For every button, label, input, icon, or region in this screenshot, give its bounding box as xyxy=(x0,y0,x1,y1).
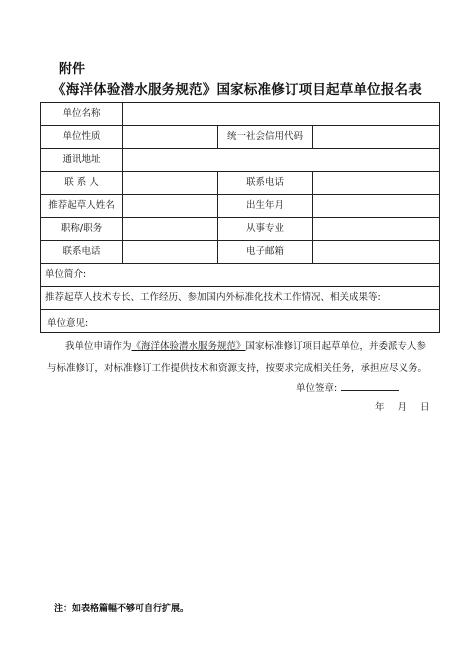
form-title: 《海洋体验潜水服务规范》国家标准修订项目起草单位报名表 xyxy=(52,82,422,98)
address-label: 通讯地址 xyxy=(41,149,123,172)
opinion-prefix: 我单位申请作为 xyxy=(65,341,132,352)
title-position-field[interactable] xyxy=(123,218,218,241)
profession-label: 从事专业 xyxy=(218,218,313,241)
email-field[interactable] xyxy=(313,241,440,264)
row-contact xyxy=(41,172,440,195)
contact-person-field[interactable] xyxy=(123,172,218,195)
tech-profile-label: 推荐起草人技术专长、工作经历、参加国内外标准化技术工作情况、相关成果等: xyxy=(45,292,381,303)
seal-signature-line[interactable] xyxy=(341,380,399,391)
unit-name-label: 单位名称 xyxy=(41,103,123,126)
phone-field[interactable] xyxy=(123,241,218,264)
title-position-label: 职称/职务 xyxy=(41,218,123,241)
opinion-statement xyxy=(47,336,431,380)
tech-profile-field[interactable] xyxy=(41,287,440,310)
registration-form xyxy=(40,102,440,413)
standard-name: 《海洋体验潜水服务规范》 xyxy=(131,341,246,352)
birth-date-field[interactable] xyxy=(313,195,440,218)
drafter-name-field[interactable] xyxy=(123,195,218,218)
attachment-label: 附件 xyxy=(59,62,86,77)
unit-opinion-section xyxy=(41,310,440,413)
unit-nature-field[interactable] xyxy=(123,126,218,149)
unit-intro-label: 单位简介: xyxy=(45,269,87,280)
credit-code-label: 统一社会信用代码 xyxy=(218,126,313,149)
row-opinion xyxy=(41,310,440,333)
row-drafter xyxy=(41,195,440,218)
profession-field[interactable] xyxy=(313,218,440,241)
opinion-suffix: 国家标准修订项目起草单位，并委派专人参与标准修订，对标准修订工作提供技术和资源支持，按要求完成相关任务，承担应尽义务。 xyxy=(47,341,428,374)
row-address xyxy=(41,149,440,172)
seal-label: 单位签章: xyxy=(296,383,338,394)
phone-label: 联系电话 xyxy=(41,241,123,264)
row-unit-nature xyxy=(41,126,440,149)
email-label: 电子邮箱 xyxy=(218,241,313,264)
unit-name-field[interactable] xyxy=(123,103,440,126)
birth-date-label: 出生年月 xyxy=(218,195,313,218)
row-tech-profile xyxy=(41,287,440,310)
contact-phone-field[interactable] xyxy=(313,172,440,195)
row-unit-intro xyxy=(41,264,440,287)
contact-person-label: 联 系 人 xyxy=(41,172,123,195)
unit-intro-field[interactable] xyxy=(41,264,440,287)
contact-phone-label: 联系电话 xyxy=(218,172,313,195)
address-field[interactable] xyxy=(123,149,440,172)
row-unit-name xyxy=(41,103,440,126)
row-title-position xyxy=(41,218,440,241)
opinion-label: 单位意见: xyxy=(47,318,89,329)
credit-code-field[interactable] xyxy=(313,126,440,149)
row-phone-email xyxy=(41,241,440,264)
seal-row xyxy=(296,380,399,395)
footnote: 注：如表格篇幅不够可自行扩展。 xyxy=(54,604,190,614)
drafter-name-label: 推荐起草人姓名 xyxy=(41,195,123,218)
unit-nature-label: 单位性质 xyxy=(41,126,123,149)
signing-date: 年 月 日 xyxy=(375,402,430,413)
